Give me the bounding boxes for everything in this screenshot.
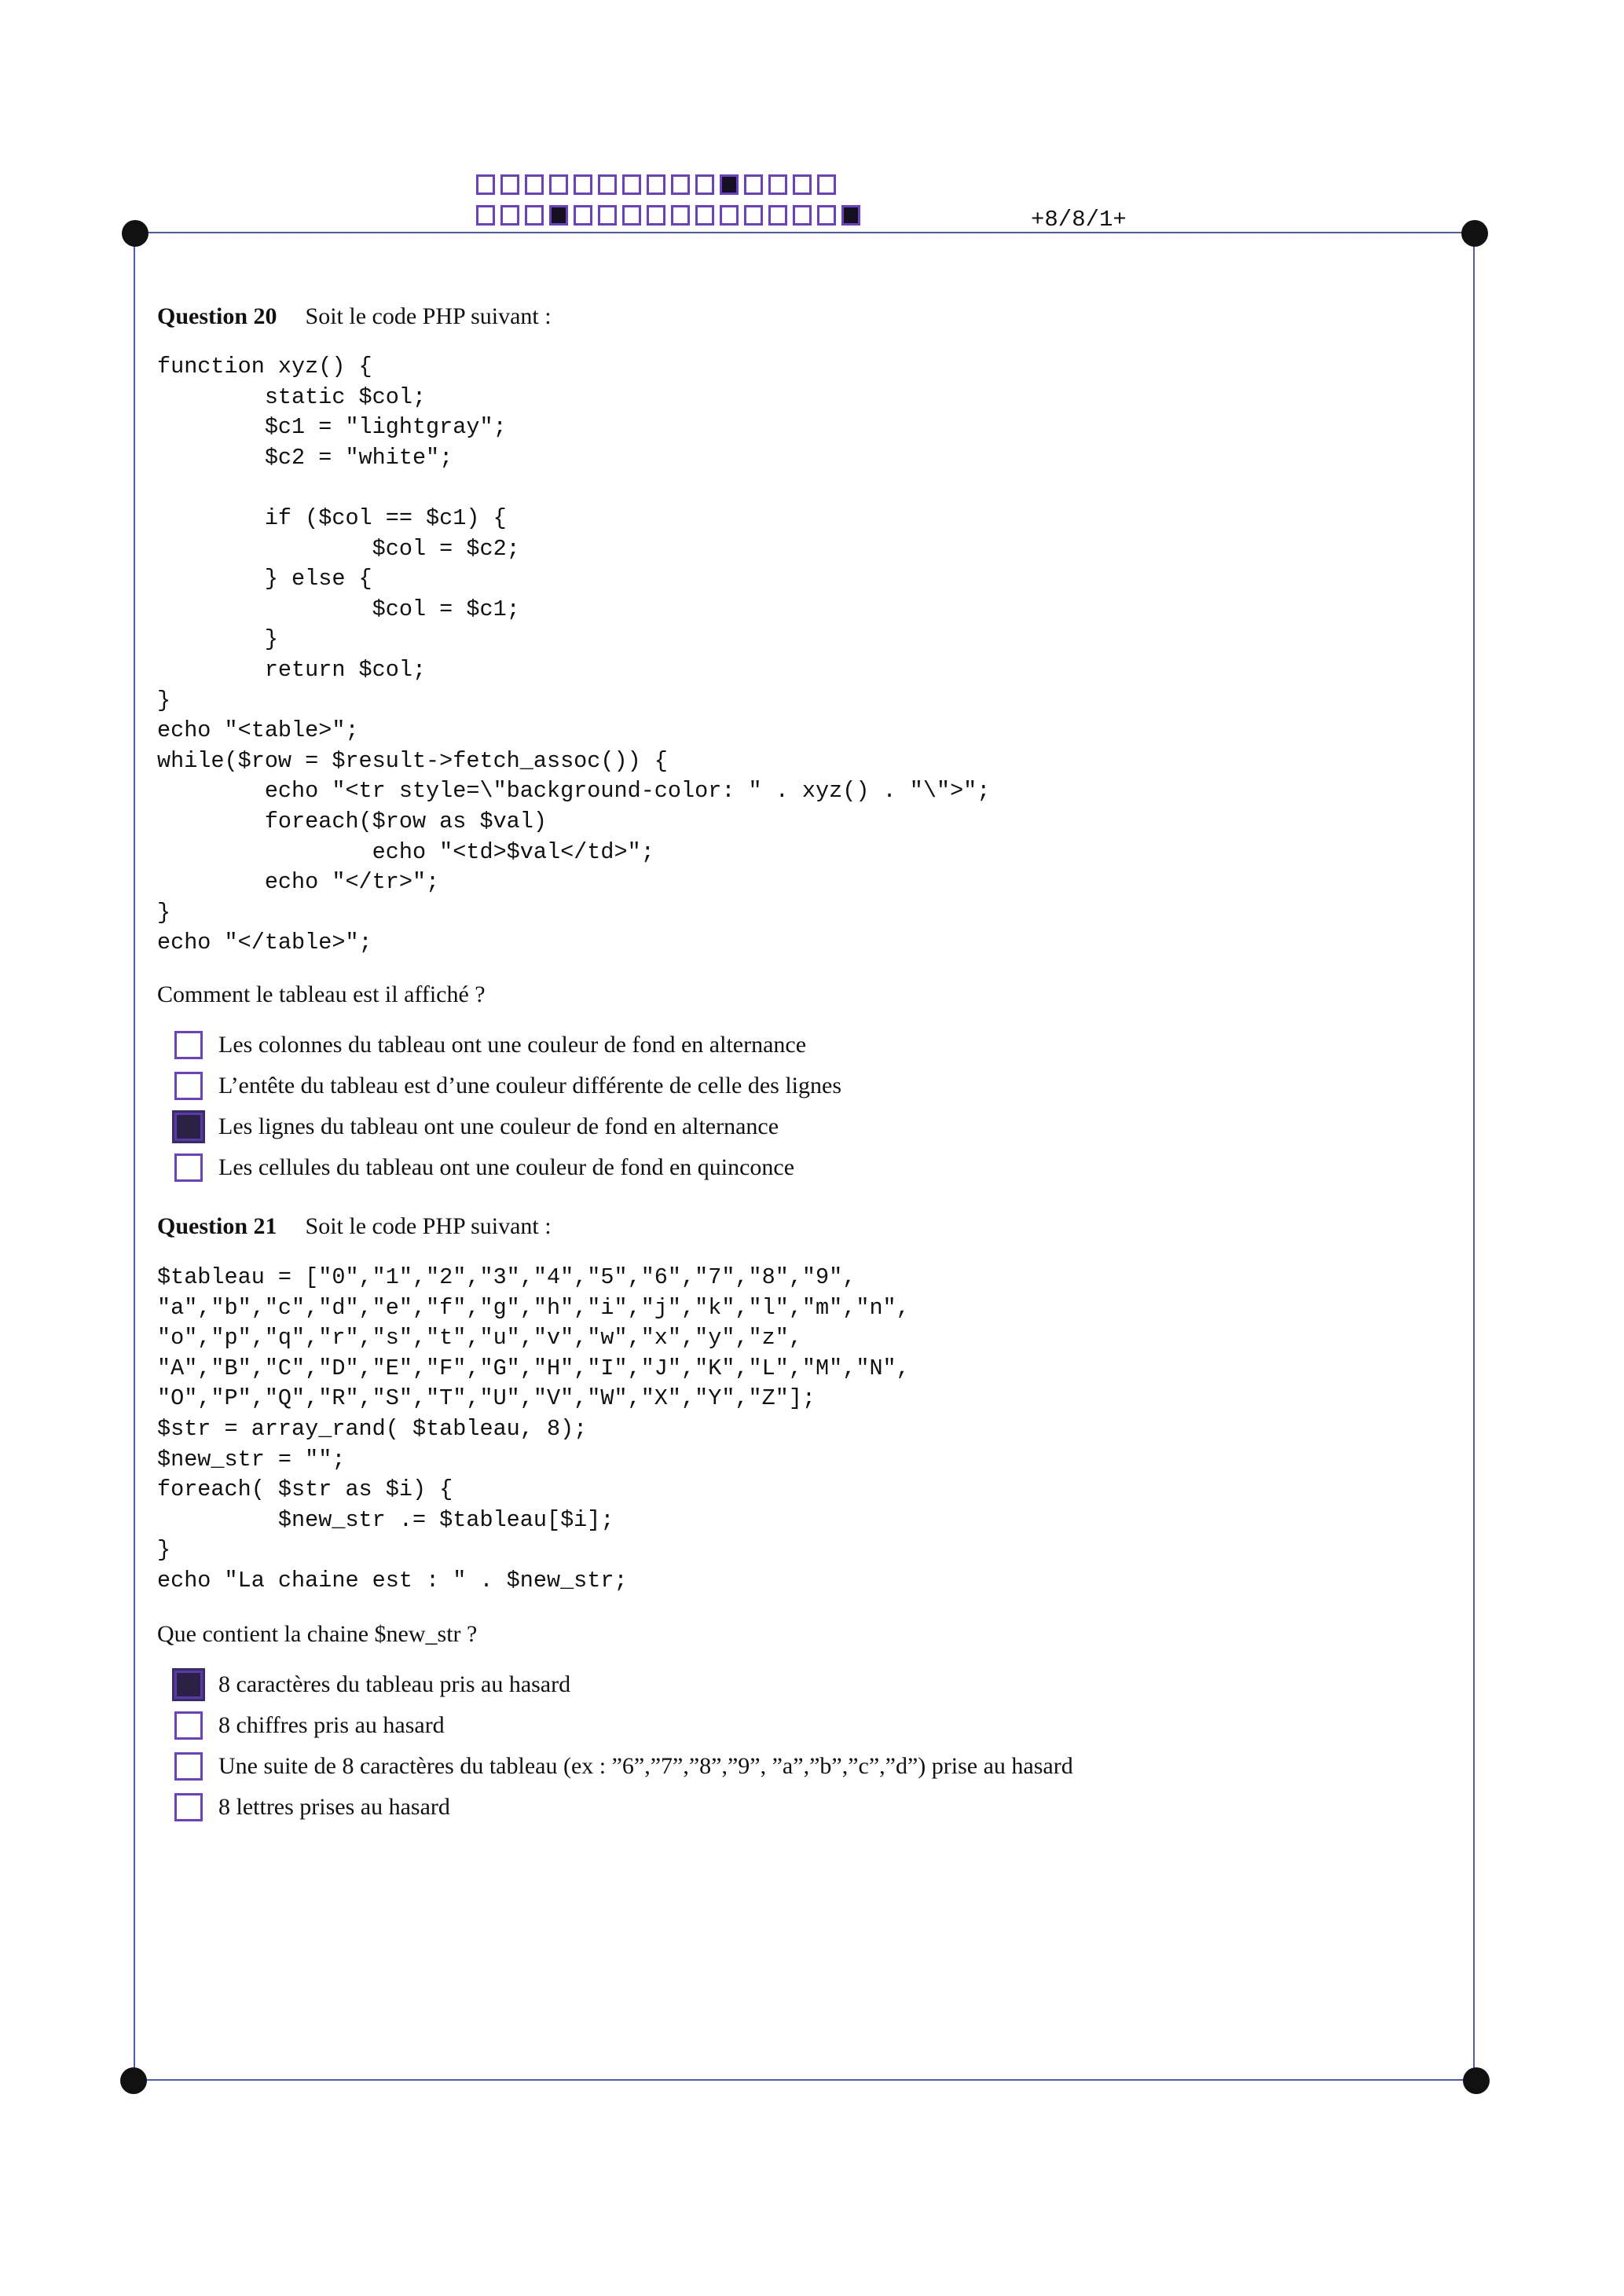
id-cell-filled — [549, 205, 568, 226]
id-cell-empty — [744, 205, 763, 226]
id-cell-empty — [744, 174, 763, 195]
answer-label: Les lignes du tableau ont une couleur de fond en alternance — [218, 1113, 779, 1139]
id-cell-empty — [720, 205, 739, 226]
question-20-prompt: Comment le tableau est il affiché ? — [157, 981, 486, 1007]
id-cell-empty — [500, 174, 519, 195]
corner-marker-top-right — [1461, 220, 1488, 247]
answer-checkbox[interactable] — [174, 1671, 203, 1699]
corner-marker-bottom-left — [120, 2067, 147, 2094]
question-number: Question 20 — [157, 303, 277, 329]
q21-answer-2[interactable] — [174, 1711, 445, 1740]
answer-label: Une suite de 8 caractères du tableau (ex : ”6”,”7”,”8”,”9”, ”a”,”b”,”c”,”d”) prise au hasard — [218, 1753, 1073, 1779]
id-cell-empty — [500, 205, 519, 226]
id-cell-empty — [695, 174, 714, 195]
answer-label: 8 chiffres pris au hasard — [218, 1712, 445, 1738]
q21-answer-3[interactable] — [174, 1752, 1073, 1781]
id-cell-empty — [695, 205, 714, 226]
answer-checkbox[interactable] — [174, 1113, 203, 1141]
id-cell-empty — [768, 205, 787, 226]
id-cell-empty — [549, 174, 568, 195]
id-cell-filled — [720, 174, 739, 195]
q20-answer-1[interactable] — [174, 1031, 806, 1059]
id-cell-empty — [647, 174, 665, 195]
answer-checkbox[interactable] — [174, 1031, 203, 1059]
answer-label: 8 lettres prises au hasard — [218, 1794, 450, 1820]
question-intro: Soit le code PHP suivant : — [305, 1213, 552, 1239]
id-cell-empty — [793, 205, 812, 226]
question-20-code: function xyz() { static $col; $c1 = "lightgray"; $c2 = "white"; if ($col == $c1) { $col = $c2; } else { $col = $c1; } return $col; } echo "<table>"; while($row = $result->fetch_assoc()) { echo "<tr style=\"background-color: " . xyz() . "\">"; foreach($row as $val) echo "<td>$val</td>"; echo "</tr>"; } echo "</table>"; — [157, 354, 991, 956]
id-grid-row-1 — [476, 174, 841, 195]
answer-checkbox[interactable] — [174, 1793, 203, 1821]
page-code: +8/8/1+ — [1031, 207, 1127, 233]
id-cell-empty — [671, 174, 690, 195]
question-21-title — [157, 1213, 552, 1240]
answer-checkbox[interactable] — [174, 1072, 203, 1100]
question-21-prompt: Que contient la chaine $new_str ? — [157, 1621, 478, 1647]
answer-label: L’entête du tableau est d’une couleur différente de celle des lignes — [218, 1073, 842, 1098]
q20-answer-2[interactable] — [174, 1072, 841, 1100]
answer-label: 8 caractères du tableau pris au hasard — [218, 1671, 571, 1697]
q21-answer-4[interactable] — [174, 1793, 450, 1821]
id-cell-empty — [476, 205, 495, 226]
question-20-title — [157, 303, 552, 330]
id-cell-empty — [525, 205, 544, 226]
id-grid-row-2 — [476, 205, 866, 226]
id-cell-empty — [793, 174, 812, 195]
answer-label: Les cellules du tableau ont une couleur de fond en quinconce — [218, 1154, 795, 1180]
id-cell-empty — [768, 174, 787, 195]
answer-checkbox[interactable] — [174, 1752, 203, 1781]
id-cell-filled — [841, 205, 860, 226]
id-cell-empty — [574, 174, 592, 195]
id-cell-empty — [598, 205, 617, 226]
id-cell-empty — [574, 205, 592, 226]
question-21-code: $tableau = ["0","1","2","3","4","5","6","7","8","9", "a","b","c","d","e","f","g","h","i","j","k","l","m","n", "o","p","q","r","s","t","u","v","w","x","y","z", "A","B","C","D","E","F","G","H","I","J","K","L","M","N", "O","P","Q","R","S","T","U","V","W","X","Y","Z"]; $str = array_rand( $tableau, 8); $new_str = ""; foreach( $str as $i) { $new_str .= $tableau[$i]; } echo "La chaine est : " . $new_str; — [157, 1264, 910, 1594]
id-cell-empty — [622, 205, 641, 226]
q21-answer-1[interactable] — [174, 1671, 570, 1699]
id-cell-empty — [817, 174, 836, 195]
id-cell-empty — [598, 174, 617, 195]
id-cell-empty — [647, 205, 665, 226]
question-number: Question 21 — [157, 1213, 277, 1239]
answer-checkbox[interactable] — [174, 1154, 203, 1182]
id-cell-empty — [622, 174, 641, 195]
answer-checkbox[interactable] — [174, 1711, 203, 1740]
question-intro: Soit le code PHP suivant : — [305, 303, 552, 329]
corner-marker-bottom-right — [1463, 2067, 1490, 2094]
q20-answer-4[interactable] — [174, 1154, 794, 1182]
answer-label: Les colonnes du tableau ont une couleur de fond en alternance — [218, 1032, 807, 1058]
id-cell-empty — [525, 174, 544, 195]
id-cell-empty — [671, 205, 690, 226]
id-cell-empty — [817, 205, 836, 226]
id-cell-empty — [476, 174, 495, 195]
corner-marker-top-left — [122, 220, 148, 247]
q20-answer-3[interactable] — [174, 1113, 779, 1141]
